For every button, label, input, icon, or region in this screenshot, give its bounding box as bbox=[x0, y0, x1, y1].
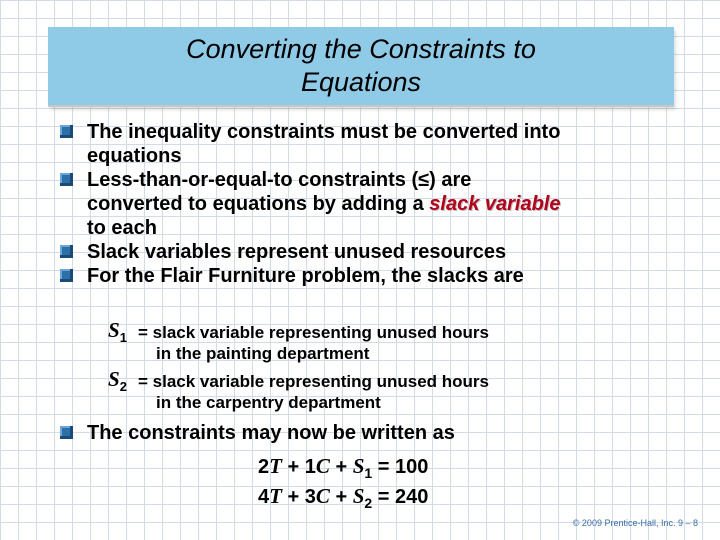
bullet-1-line-1: The inequality constraints must be converted into bbox=[87, 121, 561, 143]
square-bullet-icon bbox=[60, 426, 73, 439]
square-bullet-icon bbox=[60, 245, 73, 258]
eq2-var-t: T bbox=[269, 484, 282, 508]
eq2-rhs: = 240 bbox=[372, 486, 429, 508]
square-bullet-icon bbox=[60, 269, 73, 282]
slack-var-letter-2: S bbox=[108, 367, 120, 391]
eq1-coef-c: + 1 bbox=[281, 456, 316, 478]
bullet-2-line-1: Less-than-or-equal-to constraints (≤) are bbox=[87, 169, 472, 191]
bullet-2-line-3: to each bbox=[87, 217, 158, 239]
slack-variable-highlight: slack variable bbox=[429, 193, 561, 215]
bullet-3-line-1: Slack variables represent unused resources bbox=[87, 241, 507, 263]
copyright-footer: © 2009 Prentice-Hall, Inc. 9 – 8 bbox=[572, 518, 698, 528]
bullet-2-line-2 bbox=[87, 192, 560, 216]
slack-def-2-continuation: in the carpentry department bbox=[156, 393, 381, 412]
eq2-coef-t: 4 bbox=[258, 486, 270, 508]
eq1-plus: + bbox=[329, 456, 353, 478]
eq2-coef-c: + 3 bbox=[281, 486, 316, 508]
bullet-1-line-2: equations bbox=[87, 145, 182, 167]
slack-var-subscript-1: 1 bbox=[119, 330, 127, 346]
eq2-var-c: C bbox=[315, 484, 330, 508]
eq2-plus: + bbox=[329, 486, 353, 508]
eq1-var-c: C bbox=[315, 454, 330, 478]
slack-var-symbol-2 bbox=[108, 369, 127, 397]
slack-var-subscript-2: 2 bbox=[119, 379, 127, 395]
eq2-var-s: S bbox=[352, 484, 365, 508]
eq1-var-s: S bbox=[352, 454, 365, 478]
slide-title-line-2: Equations bbox=[300, 67, 422, 97]
slack-var-symbol-1 bbox=[108, 320, 127, 348]
bullet-5-line-1: The constraints may now be written as bbox=[87, 422, 455, 444]
slack-def-1-continuation: in the painting department bbox=[156, 344, 370, 363]
slack-var-letter-1: S bbox=[108, 318, 120, 342]
bullet-2-line-2-text: converted to equations by adding a bbox=[87, 193, 430, 215]
eq2-var-s-subscript: 2 bbox=[364, 495, 373, 511]
eq1-coef-t: 2 bbox=[258, 456, 270, 478]
eq1-rhs: = 100 bbox=[372, 456, 429, 478]
square-bullet-icon bbox=[60, 173, 73, 186]
eq1-var-s-subscript: 1 bbox=[364, 465, 373, 481]
slack-def-2-text: = slack variable representing unused hours bbox=[138, 372, 489, 391]
constraint-equation-2 bbox=[258, 484, 428, 515]
slack-def-1-text: = slack variable representing unused hours bbox=[138, 323, 489, 342]
bullet-4-line-1: For the Flair Furniture problem, the slacks are bbox=[87, 265, 524, 287]
slide-title-box bbox=[48, 27, 674, 107]
slide-title-line-1: Converting the Constraints to bbox=[186, 34, 536, 64]
square-bullet-icon bbox=[60, 125, 73, 138]
constraint-equation-1 bbox=[258, 454, 428, 485]
eq1-var-t: T bbox=[269, 454, 282, 478]
